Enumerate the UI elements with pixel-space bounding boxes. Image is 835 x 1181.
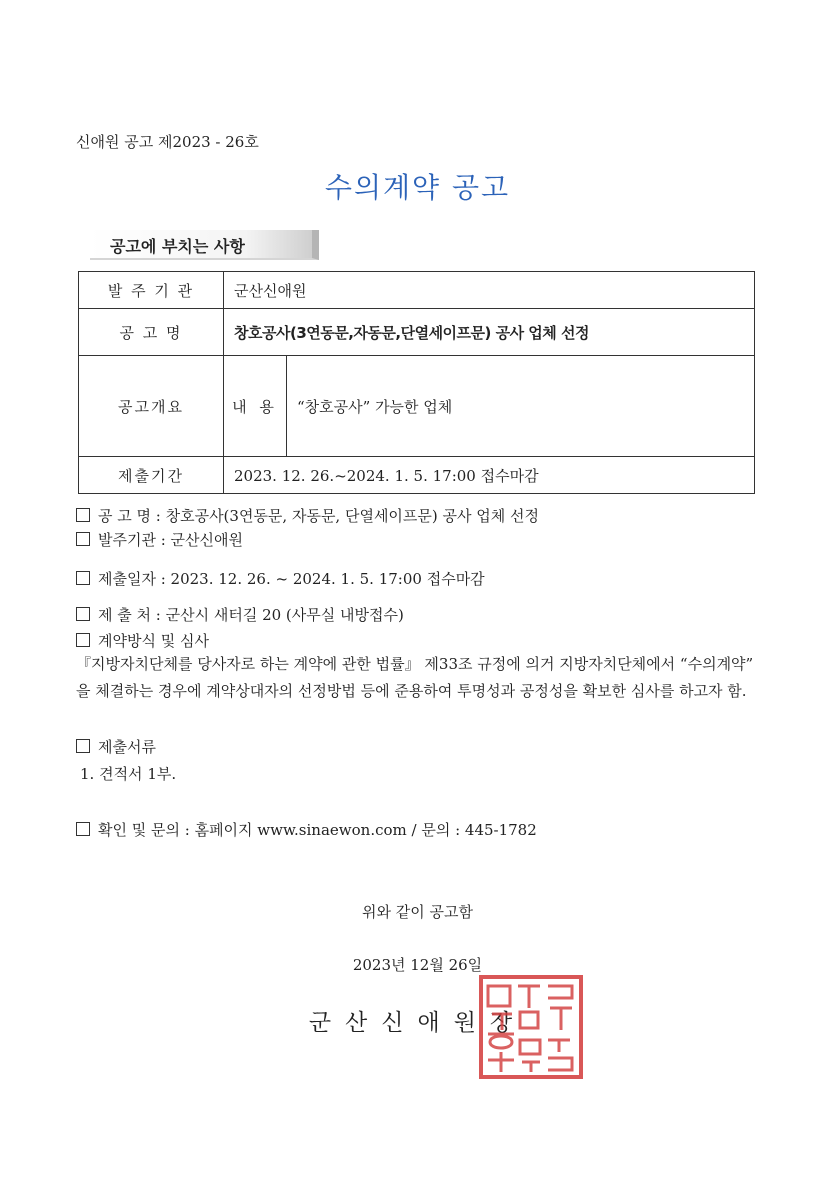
item-docs-title: 제출서류 [76, 736, 156, 757]
item-method-title: 계약방식 및 심사 [76, 630, 209, 651]
method-body: 『지방자치단체를 당사자로 하는 계약에 관한 법률』 제33조 규정에 의거 지방자치단체에서 “수의계약” 을 체결하는 경우에 계약상대자의 선정방법 등에 준용하여 투명성과 공정성을 확보한 심사를 하고자 함. [76, 655, 754, 700]
checkbox-icon [76, 822, 90, 836]
item-place: 제 출 처 : 군산시 새터길 20 (사무실 내방접수) [76, 604, 404, 625]
signature: 군산신애원장 [308, 1010, 527, 1036]
checkbox-icon [76, 571, 90, 585]
table-label-period: 제출기간 [79, 457, 224, 494]
item-contact: 확인 및 문의 : 홈페이지 www.sinaewon.com / 문의 : 445-1782 [76, 819, 537, 840]
checkbox-icon [76, 532, 90, 546]
item-agency: 발주기관 : 군산신애원 [76, 529, 243, 550]
table-label-name: 공 고 명 [79, 309, 224, 356]
table-row [79, 309, 755, 356]
checkbox-icon [76, 607, 90, 621]
table-row [79, 356, 755, 457]
table-sublabel-content: 내 용 [224, 356, 287, 456]
item-notice-name: 공 고 명 : 창호공사(3연동문, 자동문, 단열세이프문) 공사 업체 선정 [76, 505, 539, 526]
notice-table [78, 271, 755, 494]
table-value-name: 창호공사(3연동문,자동문,단열세이프문) 공사 업체 선정 [224, 309, 755, 356]
closing-text: 위와 같이 공고함 [362, 903, 473, 921]
item-deadline: 제출일자 : 2023. 12. 26. ~ 2024. 1. 5. 17:00 접수마감 [76, 568, 485, 589]
table-row [79, 272, 755, 309]
table-summary-cell [224, 356, 755, 457]
docs-item: 1. 견적서 1부. [80, 765, 177, 783]
notice-date: 2023년 12월 26일 [352, 956, 483, 974]
table-label-summary: 공고개요 [79, 356, 224, 457]
checkbox-icon [76, 739, 90, 753]
official-seal-icon [478, 974, 584, 1080]
section-label: 공고에 부치는 사항 [110, 237, 245, 256]
table-value-agency: 군산신애원 [224, 272, 755, 309]
table-label-agency: 발 주 기 관 [79, 272, 224, 309]
table-value-period: 2023. 12. 26.~2024. 1. 5. 17:00 접수마감 [224, 457, 755, 494]
table-row [79, 457, 755, 494]
document-number: 신애원 공고 제2023 - 26호 [76, 133, 259, 151]
checkbox-icon [76, 508, 90, 522]
table-value-content: “창호공사” 가능한 업체 [297, 397, 453, 416]
checkbox-icon [76, 633, 90, 647]
page-title: 수의계약 공고 [324, 171, 511, 204]
